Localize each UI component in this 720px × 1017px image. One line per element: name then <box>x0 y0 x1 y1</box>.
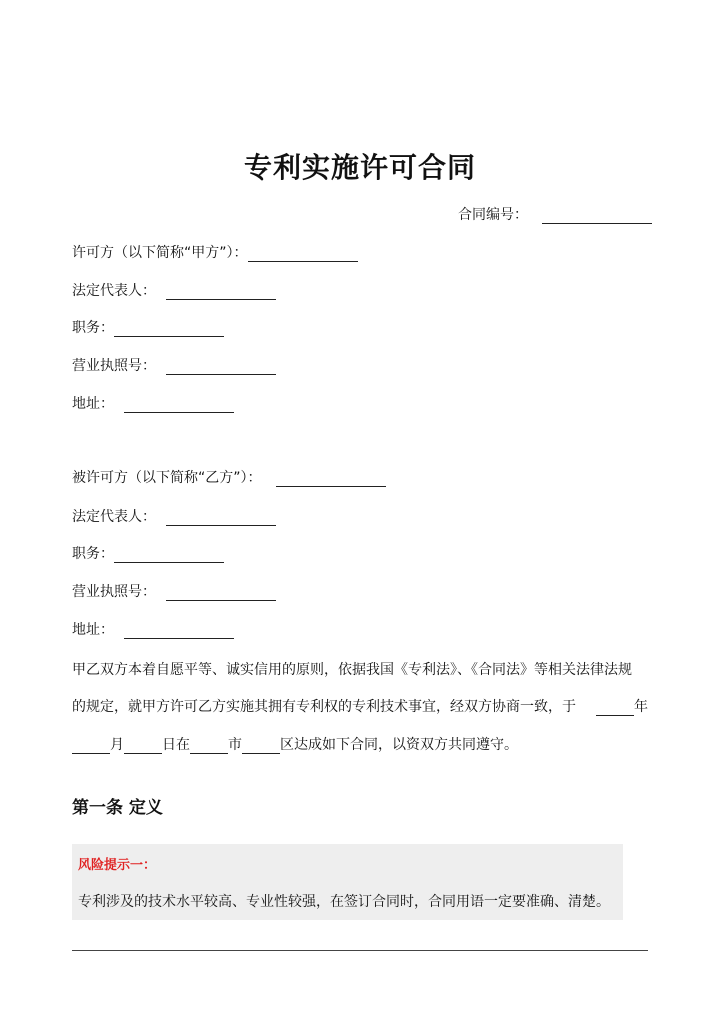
party-a-position-blank[interactable] <box>114 322 224 337</box>
party-b-name-blank[interactable] <box>276 472 386 487</box>
party-b-position-line <box>72 543 224 563</box>
party-a-rep-line <box>72 280 276 300</box>
preamble-line-1-text: 甲乙双方本着自愿平等、诚实信用的原则，依据我国《专利法》、《合同法》等相关法律法规 <box>72 661 632 678</box>
party-b-address-line <box>72 619 234 639</box>
party-a-license-blank[interactable] <box>166 360 276 375</box>
risk-warning-text: 专利涉及的技术水平较高、专业性较强，在签订合同时，合同用语一定要准确、清楚。 <box>78 894 610 910</box>
risk-warning-title: 风险提示一： <box>78 858 157 873</box>
party-b-license-label: 营业执照号： <box>72 584 156 600</box>
party-a-name-blank[interactable] <box>248 247 358 262</box>
preamble-paragraph <box>72 641 648 754</box>
party-a-rep-blank[interactable] <box>166 285 276 300</box>
year-label: 年 <box>634 699 648 715</box>
year-blank[interactable] <box>596 701 634 716</box>
document-title: 专利实施许可合同 <box>243 151 476 184</box>
preamble-ending: 区达成如下合同，以资双方共同遵守。 <box>280 736 518 753</box>
contract-number-label: 合同编号： <box>458 207 528 223</box>
city-label: 市 <box>228 736 242 753</box>
party-a-license-label: 营业执照号： <box>72 358 156 374</box>
party-b-heading: 被许可方（以下简称“乙方”）： <box>72 470 262 486</box>
party-b-rep-label: 法定代表人： <box>72 509 156 525</box>
party-a-address-line <box>72 393 234 413</box>
preamble-line-1 <box>72 641 648 679</box>
party-b-heading-line <box>72 467 386 487</box>
party-b-license-blank[interactable] <box>166 586 276 601</box>
contract-number-blank[interactable] <box>542 209 652 224</box>
party-a-heading: 许可方（以下简称“甲方”）： <box>72 245 248 261</box>
party-a-heading-line <box>72 242 358 262</box>
party-a-address-blank[interactable] <box>124 398 234 413</box>
day-at-label: 日在 <box>162 736 190 753</box>
party-b-license-line <box>72 581 276 601</box>
month-blank[interactable] <box>72 739 110 754</box>
preamble-line-2-text: 的规定，就甲方许可乙方实施其拥有专利权的专利技术事宜，经双方协商一致，于 <box>72 699 576 715</box>
party-b-address-blank[interactable] <box>124 624 234 639</box>
party-a-position-line <box>72 317 224 337</box>
party-b-rep-line <box>72 506 276 526</box>
district-blank[interactable] <box>242 739 280 754</box>
party-a-position-label: 职务： <box>72 320 114 336</box>
day-blank[interactable] <box>124 739 162 754</box>
party-b-position-blank[interactable] <box>114 548 224 563</box>
party-a-address-label: 地址： <box>72 396 114 412</box>
party-a-rep-label: 法定代表人： <box>72 283 156 299</box>
article-1-heading: 第一条 定义 <box>72 798 163 818</box>
month-label: 月 <box>110 736 124 753</box>
party-b-rep-blank[interactable] <box>166 511 276 526</box>
party-b-address-label: 地址： <box>72 622 114 638</box>
city-blank[interactable] <box>190 739 228 754</box>
party-a-license-line <box>72 355 276 375</box>
preamble-line-2 <box>72 679 648 717</box>
party-b-position-label: 职务： <box>72 546 114 562</box>
risk-warning-box <box>72 844 623 920</box>
contract-number <box>458 204 652 224</box>
horizontal-divider <box>72 950 648 951</box>
preamble-line-3 <box>72 716 648 754</box>
